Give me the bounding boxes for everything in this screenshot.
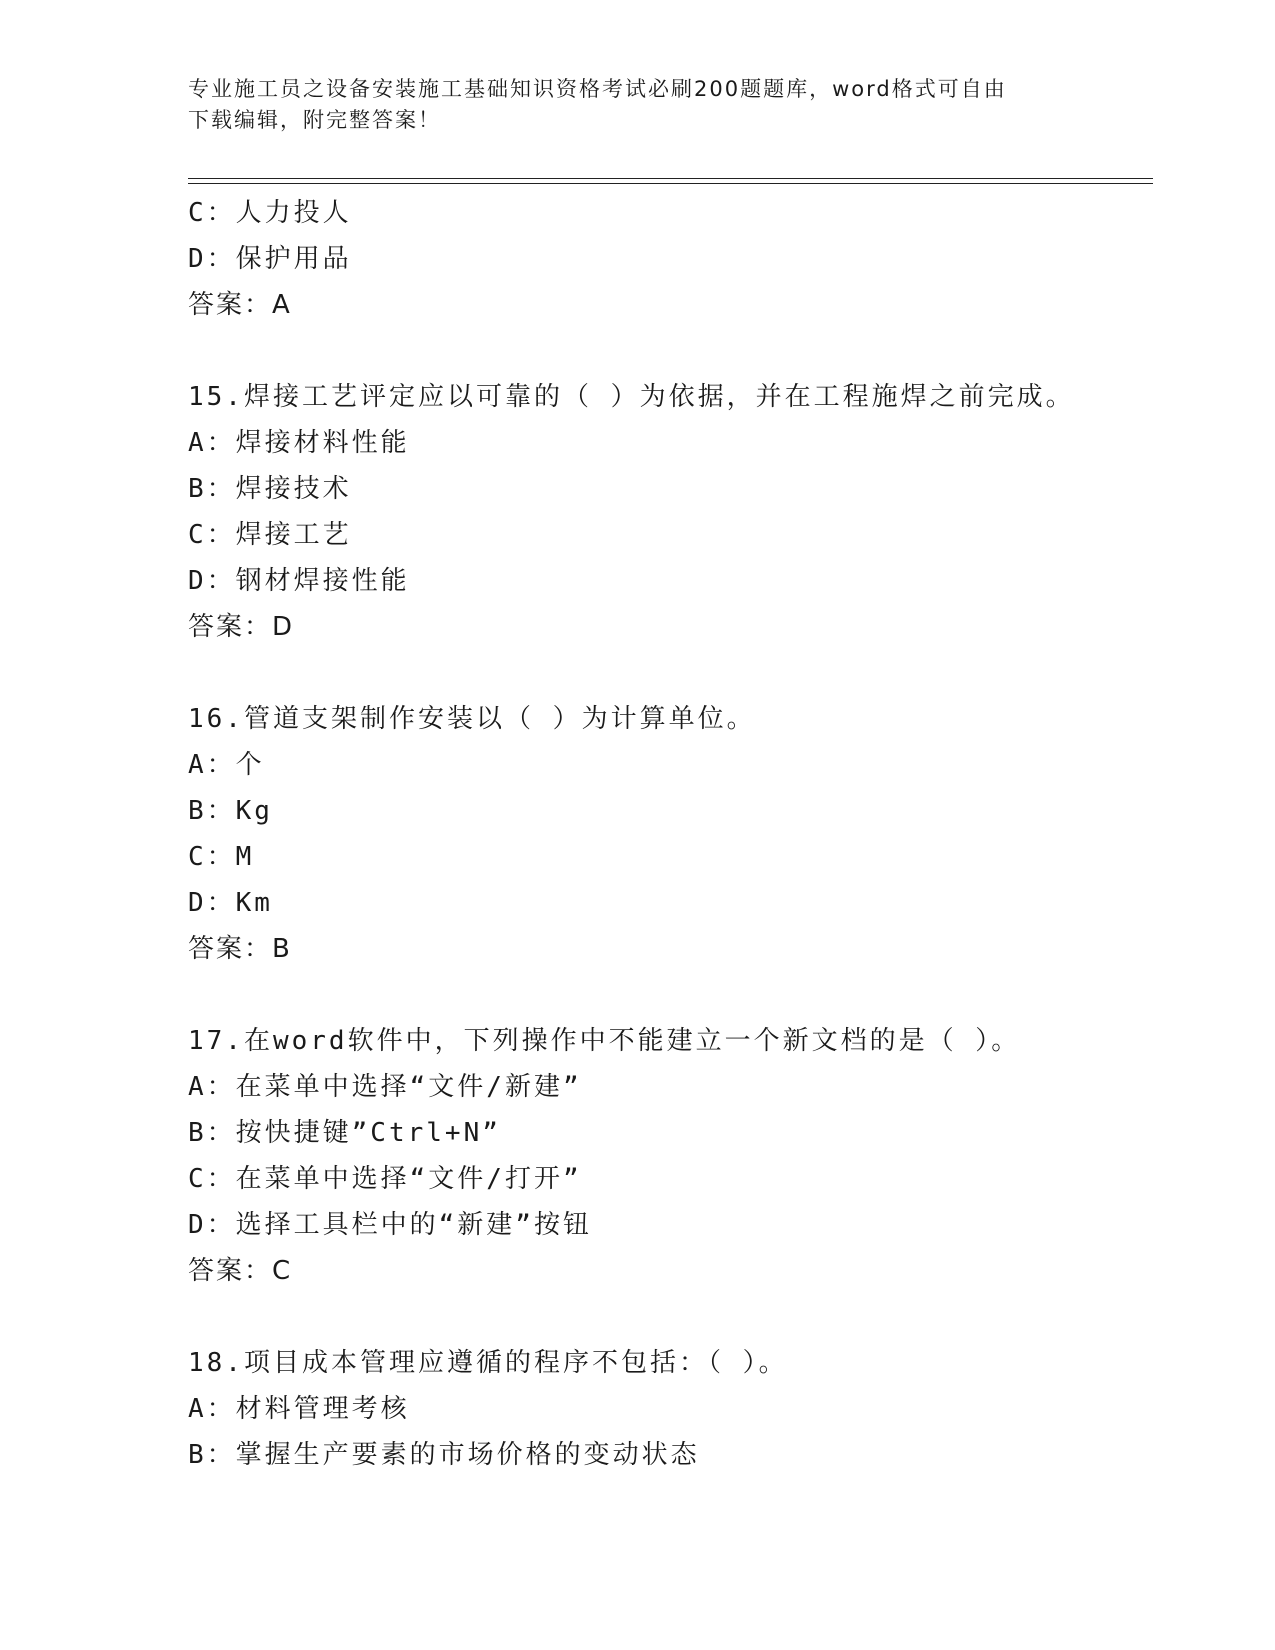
answer-line: 答案：D (188, 612, 295, 642)
option-b: B：焊接技术 (188, 474, 352, 504)
document-header (188, 74, 1088, 136)
answer-line: 答案：B (188, 934, 292, 964)
option-d: D：钢材焊接性能 (188, 566, 410, 596)
question-17 (188, 1018, 1148, 1294)
option-c: C：M (188, 842, 255, 872)
question-14-tail (188, 190, 1148, 328)
option-a: A：焊接材料性能 (188, 428, 410, 458)
question-stem: 16.管道支架制作安装以（ ）为计算单位。 (188, 704, 756, 734)
header-rule-bottom (188, 183, 1153, 184)
question-15 (188, 374, 1148, 650)
answer-line: 答案：A (188, 290, 292, 320)
question-stem: 15.焊接工艺评定应以可靠的（ ）为依据，并在工程施焊之前完成。 (188, 382, 1075, 412)
question-stem: 17.在word软件中，下列操作中不能建立一个新文档的是（ ）。 (188, 1026, 1021, 1056)
header-rule-top (188, 178, 1153, 179)
option-b: B：掌握生产要素的市场价格的变动状态 (188, 1440, 700, 1470)
option-c: C：人力投人 (188, 198, 352, 228)
option-c: C：焊接工艺 (188, 520, 352, 550)
header-line-2: 下载编辑，附完整答案！ (188, 108, 441, 132)
option-b: B：Kg (188, 796, 273, 826)
option-d: D：保护用品 (188, 244, 352, 274)
option-c: C：在菜单中选择“文件/打开” (188, 1164, 582, 1194)
option-a: A：在菜单中选择“文件/新建” (188, 1072, 582, 1102)
option-d: D：Km (188, 888, 273, 918)
option-a: A：个 (188, 750, 265, 780)
spacer (188, 972, 1148, 1018)
option-a: A：材料管理考核 (188, 1394, 410, 1424)
spacer (188, 650, 1148, 696)
answer-line: 答案：C (188, 1256, 293, 1286)
question-16 (188, 696, 1148, 972)
spacer (188, 328, 1148, 374)
question-list (188, 190, 1148, 1478)
option-d: D：选择工具栏中的“新建”按钮 (188, 1210, 592, 1240)
question-18 (188, 1340, 1148, 1478)
question-stem: 18.项目成本管理应遵循的程序不包括：（ ）。 (188, 1348, 788, 1378)
header-line-1: 专业施工员之设备安装施工基础知识资格考试必刷200题题库，word格式可自由 (188, 77, 1007, 101)
option-b: B：按快捷键”Ctrl+N” (188, 1118, 501, 1148)
spacer (188, 1294, 1148, 1340)
